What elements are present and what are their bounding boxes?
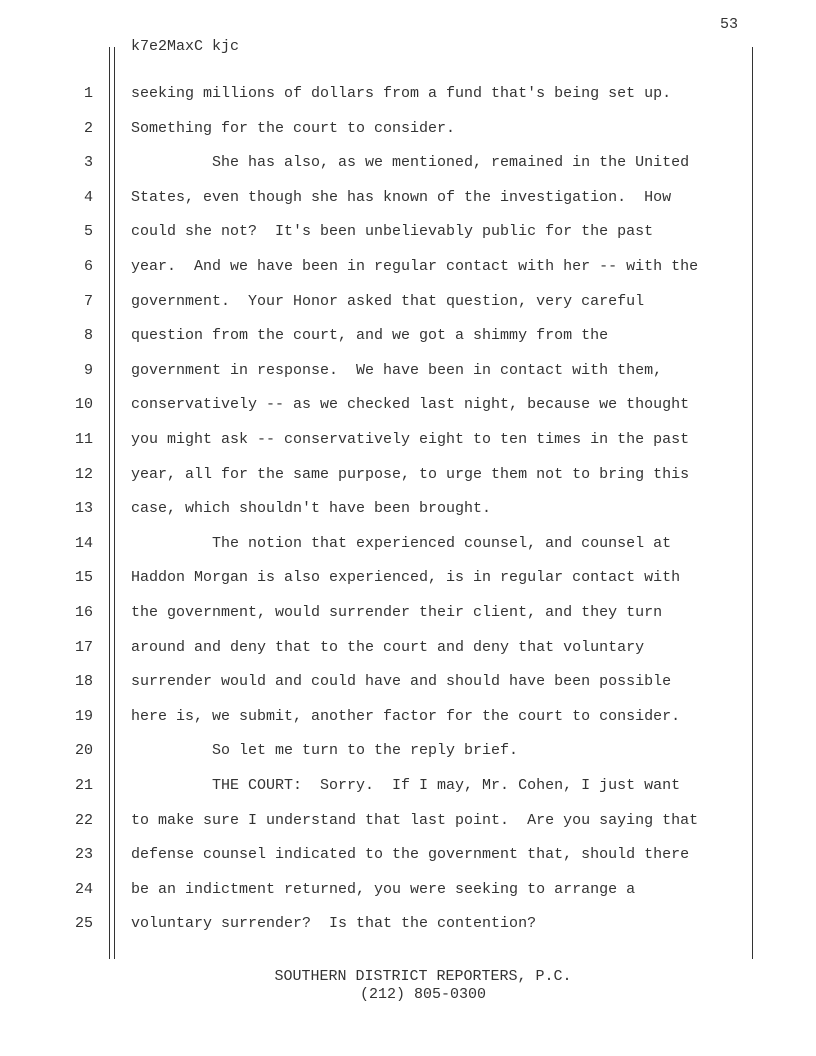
line-text: government. Your Honor asked that question, very careful xyxy=(131,292,645,310)
header-id: k7e2MaxC kjc xyxy=(131,38,240,55)
line-number: 9 xyxy=(83,361,93,379)
line-text: to make sure I understand that last point. Are you saying that xyxy=(131,811,699,829)
footer-phone: (212) 805-0300 xyxy=(359,986,487,1003)
line-text: The notion that experienced counsel, and counsel at xyxy=(131,534,672,552)
line-number: 22 xyxy=(74,811,93,829)
line-number: 15 xyxy=(74,569,93,587)
line-number: 24 xyxy=(74,880,93,898)
line-text: here is, we submit, another factor for the court to consider. xyxy=(131,707,681,725)
line-text: could she not? It's been unbelievably public for the past xyxy=(131,223,654,241)
line-number: 7 xyxy=(83,292,93,310)
left-margin-rule-outer xyxy=(109,47,110,959)
footer-reporter-name: SOUTHERN DISTRICT REPORTERS, P.C. xyxy=(274,968,572,985)
line-number: 17 xyxy=(74,638,93,656)
line-text: voluntary surrender? Is that the contention? xyxy=(131,915,537,933)
page-number: 53 xyxy=(719,16,738,33)
line-text: seeking millions of dollars from a fund that's being set up. xyxy=(131,85,672,102)
line-text: Haddon Morgan is also experienced, is in regular contact with xyxy=(131,569,681,587)
line-number: 11 xyxy=(74,431,93,448)
line-number: 1 xyxy=(83,85,93,102)
line-text: government in response. We have been in contact with them, xyxy=(131,361,663,379)
line-number: 8 xyxy=(83,327,93,345)
line-number: 13 xyxy=(74,500,93,518)
right-margin-rule xyxy=(752,47,753,959)
left-margin-rule-inner xyxy=(114,47,115,959)
line-text: defense counsel indicated to the government that, should there xyxy=(131,846,690,864)
line-text: States, even though she has known of the investigation. How xyxy=(131,188,672,206)
line-number: 18 xyxy=(74,673,93,691)
line-text: case, which shouldn't have been brought. xyxy=(131,500,492,518)
line-number: 12 xyxy=(74,465,93,483)
line-text: question from the court, and we got a shimmy from the xyxy=(131,327,609,345)
line-text: So let me turn to the reply brief. xyxy=(131,742,519,760)
line-number: 23 xyxy=(74,846,93,864)
line-number: 21 xyxy=(74,777,93,794)
line-text: conservatively -- as we checked last night, because we thought xyxy=(131,396,690,414)
line-number: 25 xyxy=(74,915,93,933)
line-text: Something for the court to consider. xyxy=(131,119,456,137)
line-text: She has also, as we mentioned, remained in the United xyxy=(131,154,690,172)
line-text: around and deny that to the court and deny that voluntary xyxy=(131,638,645,656)
line-text: you might ask -- conservatively eight to ten times in the past xyxy=(131,431,690,448)
line-text: year. And we have been in regular contact with her -- with the xyxy=(131,258,699,275)
line-number: 16 xyxy=(74,604,93,621)
line-number: 14 xyxy=(74,534,93,552)
line-number: 6 xyxy=(83,258,93,275)
line-text: the government, would surrender their client, and they turn xyxy=(131,604,663,621)
line-number: 3 xyxy=(83,154,93,172)
line-number: 5 xyxy=(83,223,93,241)
line-number: 10 xyxy=(74,396,93,414)
line-number: 19 xyxy=(74,707,93,725)
line-number: 4 xyxy=(83,188,93,206)
line-text: surrender would and could have and should have been possible xyxy=(131,673,672,691)
line-text: be an indictment returned, you were seeking to arrange a xyxy=(131,880,636,898)
line-text: year, all for the same purpose, to urge them not to bring this xyxy=(131,465,690,483)
line-number: 2 xyxy=(83,119,93,137)
line-text: THE COURT: Sorry. If I may, Mr. Cohen, I just want xyxy=(131,777,681,794)
line-number: 20 xyxy=(74,742,93,760)
